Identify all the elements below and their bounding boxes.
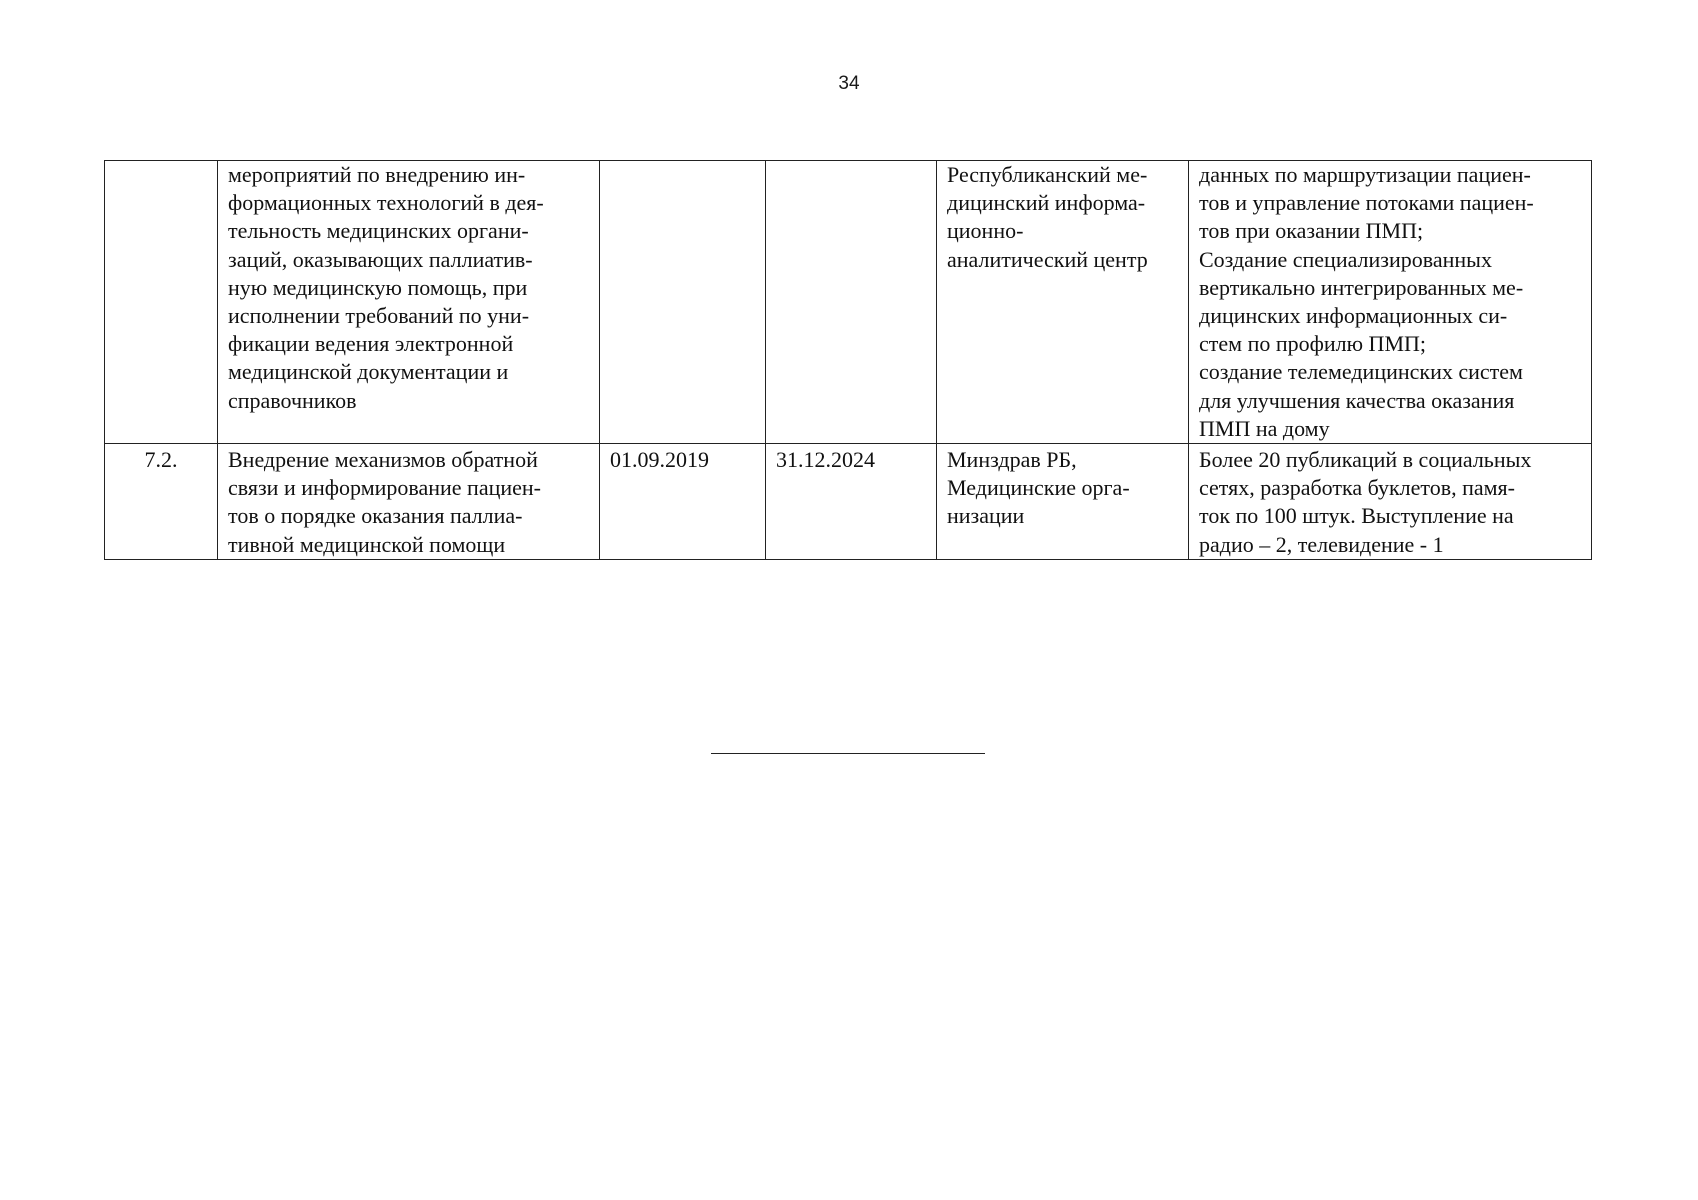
start-date-cell [600,161,766,444]
activities-table [104,160,1592,560]
closing-divider [711,753,985,754]
page-number: 34 [838,73,860,94]
responsible-cell: Минздрав РБ, Медицинские орга- низации [937,444,1189,560]
end-date-cell: 31.12.2024 [766,444,937,560]
responsible-cell: Республиканский ме- дицинский информа- ционно- аналитический центр [937,161,1189,444]
result-cell: данных по маршрутизации пациен- тов и управление потоками пациен- тов при оказании ПМП; Создание специализированных вертикально интегрированных ме- дицинских информационных си- стем по профилю ПМП; создание телемедицинских систем для улучшения качества оказания ПМП на дому [1189,161,1592,444]
activity-cell: Внедрение механизмов обратной связи и информирование пациен- тов о порядке оказания паллиа- тивной медицинской помощи [218,444,600,560]
row-number-cell [105,161,218,444]
result-cell: Более 20 публикаций в социальных сетях, разработка буклетов, памя- ток по 100 штук. Выступление на радио – 2, телевидение - 1 [1189,444,1592,560]
row-number-cell: 7.2. [105,444,218,560]
table-row [105,444,1592,560]
table-row [105,161,1592,444]
end-date-cell [766,161,937,444]
activity-cell: мероприятий по внедрению ин- формационных технологий в дея- тельность медицинских органи- заций, оказывающих паллиатив- ную медицинскую помощь, при исполнении требований по уни- фикации ведения электронной медицинской документации и справочников [218,161,600,444]
start-date-cell: 01.09.2019 [600,444,766,560]
